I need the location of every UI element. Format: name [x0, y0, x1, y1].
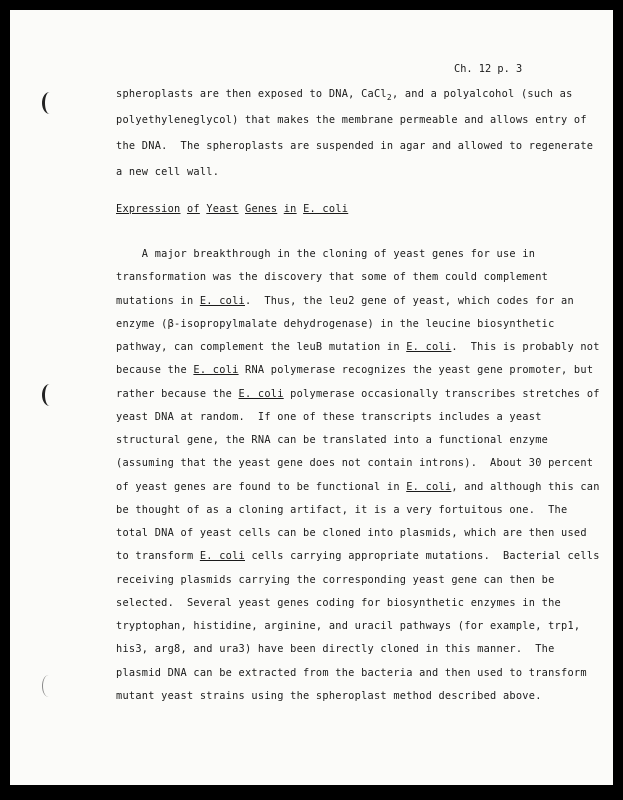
text-line: the DNA. The spheroplasts are suspended in agar and allowed to regenerate	[116, 140, 594, 152]
text-line: be thought of as a cloning artifact, it is a very fortuitous one. The	[116, 504, 568, 516]
italic-term: E. coli	[193, 364, 239, 376]
text-line: spheroplasts are then exposed to DNA, CaCl$_2$, and a polyalcohol (such as	[116, 88, 573, 103]
binder-hole-mark	[42, 384, 57, 406]
page-reference: Ch. 12 p. 3	[454, 63, 523, 75]
document-page	[10, 10, 613, 785]
heading-word: E. coli	[303, 203, 349, 215]
italic-term: E. coli	[199, 550, 245, 562]
text-line: structural gene, the RNA can be translated into a functional enzyme	[116, 434, 549, 446]
text-line: because the E. coli RNA polymerase recognizes the yeast gene promoter, but	[116, 364, 594, 376]
heading-word: Expression	[116, 203, 181, 215]
italic-term: E. coli	[406, 481, 452, 493]
text-line: yeast DNA at random. If one of these transcripts includes a yeast	[116, 411, 542, 423]
italic-term: E. coli	[406, 341, 452, 353]
text-line: a new cell wall.	[116, 166, 220, 178]
heading-word: Genes	[245, 203, 278, 215]
section-heading	[116, 203, 348, 215]
subscript: 2	[386, 93, 392, 103]
text-line: (assuming that the yeast gene does not contain introns). About 30 percent	[116, 457, 594, 469]
text-line: tryptophan, histidine, arginine, and uracil pathways (for example, trp1,	[116, 620, 581, 632]
text-line: polyethyleneglycol) that makes the membrane permeable and allows entry of	[116, 114, 587, 126]
heading-word: in	[283, 203, 297, 215]
text-line: A major breakthrough in the cloning of yeast genes for use in	[116, 248, 536, 260]
text-line: his3, arg8, and ura3) have been directly cloned in this manner. The	[116, 643, 555, 655]
text-line: to transform E. coli cells carrying appropriate mutations. Bacterial cells	[116, 550, 600, 562]
text-line: rather because the E. coli polymerase occasionally transcribes stretches of	[116, 388, 600, 400]
heading-word: Yeast	[206, 203, 239, 215]
text-line: total DNA of yeast cells can be cloned into plasmids, which are then used	[116, 527, 587, 539]
text-line: mutant yeast strains using the spheroplast method described above.	[116, 690, 542, 702]
italic-term: E. coli	[238, 388, 284, 400]
text-line: enzyme (β-isopropylmalate dehydrogenase) in the leucine biosynthetic	[116, 318, 555, 330]
binder-hole-mark	[42, 92, 57, 114]
text-line: transformation was the discovery that some of them could complement	[116, 271, 549, 283]
text-line: mutations in E. coli. Thus, the leu2 gene of yeast, which codes for an	[116, 295, 574, 307]
heading-word: of	[186, 203, 200, 215]
text-line: of yeast genes are found to be functional in E. coli, and although this can	[116, 481, 600, 493]
text-line: pathway, can complement the leuB mutation in E. coli. This is probably not	[116, 341, 600, 353]
binder-hole-mark	[42, 675, 55, 697]
text-line: plasmid DNA can be extracted from the bacteria and then used to transform	[116, 667, 587, 679]
text-line: receiving plasmids carrying the corresponding yeast gene can then be	[116, 574, 555, 586]
text-line: selected. Several yeast genes coding for biosynthetic enzymes in the	[116, 597, 561, 609]
italic-term: E. coli	[199, 295, 245, 307]
